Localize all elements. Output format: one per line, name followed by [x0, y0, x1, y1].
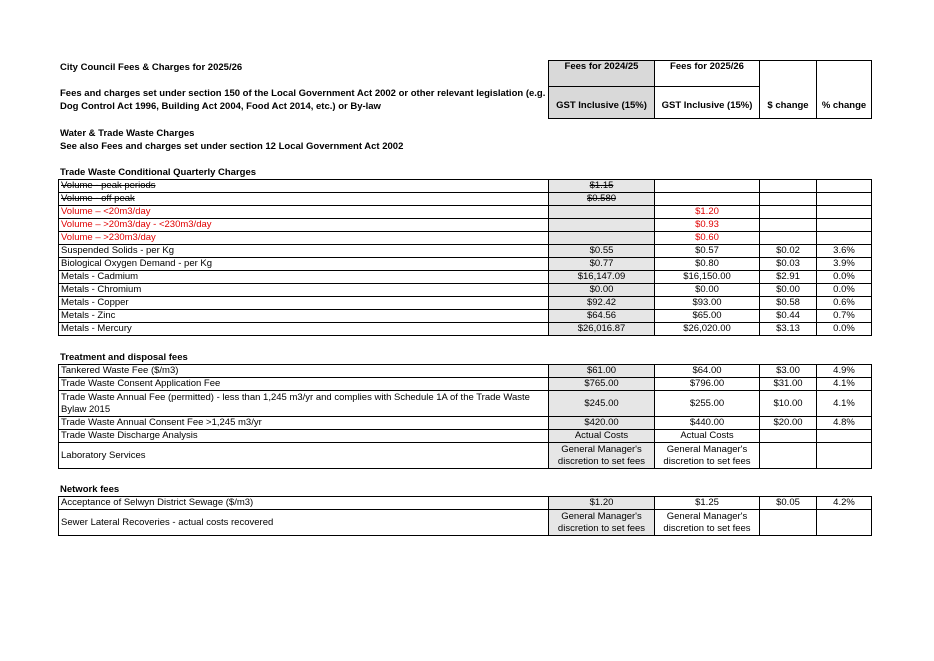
percent-change: 4.1%: [817, 378, 872, 391]
fee-2024-25: $61.00: [549, 365, 655, 378]
fee-2024-25: $765.00: [549, 378, 655, 391]
fee-2025-26: $0.00: [655, 284, 760, 297]
header-percent-change: % change: [817, 61, 872, 119]
fee-label: Volume – <20m3/day: [59, 206, 549, 219]
fees-header-table: [548, 60, 872, 119]
fee-label: Trade Waste Annual Consent Fee >1,245 m3/yr: [59, 417, 549, 430]
fee-label: Metals - Chromium: [59, 284, 549, 297]
fee-label: Sewer Lateral Recoveries - actual costs recovered: [59, 510, 549, 536]
network-table: [58, 496, 872, 536]
table-row: [59, 310, 872, 323]
percent-change: 4.1%: [817, 391, 872, 417]
intro-line-1: Fees and charges set under section 150 of the Local Government Act 2002 or other relevant legislation (e.g.: [60, 88, 546, 99]
fee-2025-26: $0.93: [655, 219, 760, 232]
table-row: [59, 323, 872, 336]
fee-2025-26: $64.00: [655, 365, 760, 378]
section-subtitle: See also Fees and charges set under section 12 Local Government Act 2002: [60, 141, 404, 152]
dollar-change: [760, 443, 817, 469]
percent-change: 0.7%: [817, 310, 872, 323]
fee-2025-26: $0.57: [655, 245, 760, 258]
fee-label: Metals - Mercury: [59, 323, 549, 336]
table-row: [59, 193, 872, 206]
fee-2024-25: [549, 206, 655, 219]
fee-label: Laboratory Services: [59, 443, 549, 469]
table-row: [59, 391, 872, 417]
fee-2024-25: $245.00: [549, 391, 655, 417]
fee-label: Metals - Zinc: [59, 310, 549, 323]
table-row: [59, 258, 872, 271]
fee-2025-26: $255.00: [655, 391, 760, 417]
fee-label: Trade Waste Annual Fee (permitted) - less than 1,245 m3/yr and complies with Schedule 1A of the Trade Waste Bylaw 2015: [59, 391, 549, 417]
fee-label: Volume - peak periods: [59, 180, 549, 193]
table-row: [59, 297, 872, 310]
header-2024-top: Fees for 2024/25: [549, 61, 655, 87]
header-2025-bottom: GST Inclusive (15%): [655, 87, 760, 119]
document-title: City Council Fees & Charges for 2025/26: [60, 62, 243, 73]
dollar-change: $0.03: [760, 258, 817, 271]
section-title: Water & Trade Waste Charges: [60, 128, 195, 139]
fee-label: Volume - off peak: [59, 193, 549, 206]
fee-label: Acceptance of Selwyn District Sewage ($/m3): [59, 497, 549, 510]
percent-change: [817, 219, 872, 232]
percent-change: [817, 206, 872, 219]
table-row: [59, 206, 872, 219]
fee-2024-25: $1.15: [549, 180, 655, 193]
fee-2024-25: $420.00: [549, 417, 655, 430]
fee-label: Trade Waste Discharge Analysis: [59, 430, 549, 443]
percent-change: 0.0%: [817, 284, 872, 297]
dollar-change: $0.00: [760, 284, 817, 297]
table-row: [59, 378, 872, 391]
fee-2025-26: $440.00: [655, 417, 760, 430]
fee-2024-25: $92.42: [549, 297, 655, 310]
fee-2024-25: Actual Costs: [549, 430, 655, 443]
fee-2024-25: $0.580: [549, 193, 655, 206]
dollar-change: [760, 193, 817, 206]
table-row: [59, 271, 872, 284]
fee-2024-25: $64.56: [549, 310, 655, 323]
fee-2025-26: General Manager's discretion to set fees: [655, 443, 760, 469]
treatment-table: [58, 364, 872, 469]
fee-2024-25: $0.55: [549, 245, 655, 258]
fee-label: Volume – >230m3/day: [59, 232, 549, 245]
dollar-change: $10.00: [760, 391, 817, 417]
fee-2024-25: $0.77: [549, 258, 655, 271]
fee-2025-26: [655, 193, 760, 206]
fee-2025-26: $26,020.00: [655, 323, 760, 336]
table-row: [59, 180, 872, 193]
percent-change: 0.0%: [817, 271, 872, 284]
table-row: [59, 365, 872, 378]
table-row: [59, 510, 872, 536]
dollar-change: [760, 206, 817, 219]
dollar-change: [760, 180, 817, 193]
dollar-change: $2.91: [760, 271, 817, 284]
dollar-change: $0.02: [760, 245, 817, 258]
percent-change: 4.2%: [817, 497, 872, 510]
percent-change: 3.9%: [817, 258, 872, 271]
dollar-change: [760, 232, 817, 245]
fee-label: Metals - Copper: [59, 297, 549, 310]
fee-2024-25: $16,147.09: [549, 271, 655, 284]
percent-change: [817, 232, 872, 245]
dollar-change: $0.58: [760, 297, 817, 310]
fee-2024-25: General Manager's discretion to set fees: [549, 443, 655, 469]
table-row: [59, 430, 872, 443]
table-row: [59, 417, 872, 430]
trade-waste-table: [58, 179, 872, 336]
dollar-change: [760, 219, 817, 232]
percent-change: [817, 443, 872, 469]
fee-2025-26: $1.25: [655, 497, 760, 510]
table-row: [59, 219, 872, 232]
table-row: [59, 497, 872, 510]
fee-2025-26: $1.20: [655, 206, 760, 219]
percent-change: [817, 193, 872, 206]
fee-label: Suspended Solids - per Kg: [59, 245, 549, 258]
fee-2024-25: $0.00: [549, 284, 655, 297]
fee-2025-26: $796.00: [655, 378, 760, 391]
fee-2025-26: General Manager's discretion to set fees: [655, 510, 760, 536]
header-2025-top: Fees for 2025/26: [655, 61, 760, 87]
dollar-change: [760, 430, 817, 443]
dollar-change: $31.00: [760, 378, 817, 391]
fee-2025-26: $0.80: [655, 258, 760, 271]
table-row: [59, 232, 872, 245]
dollar-change: [760, 510, 817, 536]
percent-change: [817, 510, 872, 536]
header-2024-bottom: GST Inclusive (15%): [549, 87, 655, 119]
fee-2025-26: $65.00: [655, 310, 760, 323]
fee-label: Trade Waste Consent Application Fee: [59, 378, 549, 391]
percent-change: 0.6%: [817, 297, 872, 310]
dollar-change: $20.00: [760, 417, 817, 430]
dollar-change: $0.44: [760, 310, 817, 323]
fee-2025-26: $16,150.00: [655, 271, 760, 284]
percent-change: 4.9%: [817, 365, 872, 378]
fee-2025-26: [655, 180, 760, 193]
header-dollar-change: $ change: [760, 61, 817, 119]
dollar-change: $3.13: [760, 323, 817, 336]
fee-label: Tankered Waste Fee ($/m3): [59, 365, 549, 378]
fee-2024-25: [549, 232, 655, 245]
fee-2024-25: $26,016.87: [549, 323, 655, 336]
table-row: [59, 284, 872, 297]
percent-change: 0.0%: [817, 323, 872, 336]
percent-change: 4.8%: [817, 417, 872, 430]
percent-change: 3.6%: [817, 245, 872, 258]
fee-2025-26: $93.00: [655, 297, 760, 310]
fee-2024-25: [549, 219, 655, 232]
percent-change: [817, 180, 872, 193]
percent-change: [817, 430, 872, 443]
table-row: [59, 245, 872, 258]
fee-label: Metals - Cadmium: [59, 271, 549, 284]
trade-waste-heading: Trade Waste Conditional Quarterly Charges: [60, 167, 257, 178]
fee-2024-25: General Manager's discretion to set fees: [549, 510, 655, 536]
fee-label: Biological Oxygen Demand - per Kg: [59, 258, 549, 271]
treatment-heading: Treatment and disposal fees: [60, 352, 188, 363]
dollar-change: $3.00: [760, 365, 817, 378]
fee-2025-26: Actual Costs: [655, 430, 760, 443]
fee-label: Volume – >20m3/day - <230m3/day: [59, 219, 549, 232]
table-row: [59, 443, 872, 469]
dollar-change: $0.05: [760, 497, 817, 510]
intro-line-2: Dog Control Act 1996, Building Act 2004, Food Act 2014, etc.) or By-law: [60, 101, 381, 112]
fee-2025-26: $0.60: [655, 232, 760, 245]
network-heading: Network fees: [60, 484, 120, 495]
fee-2024-25: $1.20: [549, 497, 655, 510]
